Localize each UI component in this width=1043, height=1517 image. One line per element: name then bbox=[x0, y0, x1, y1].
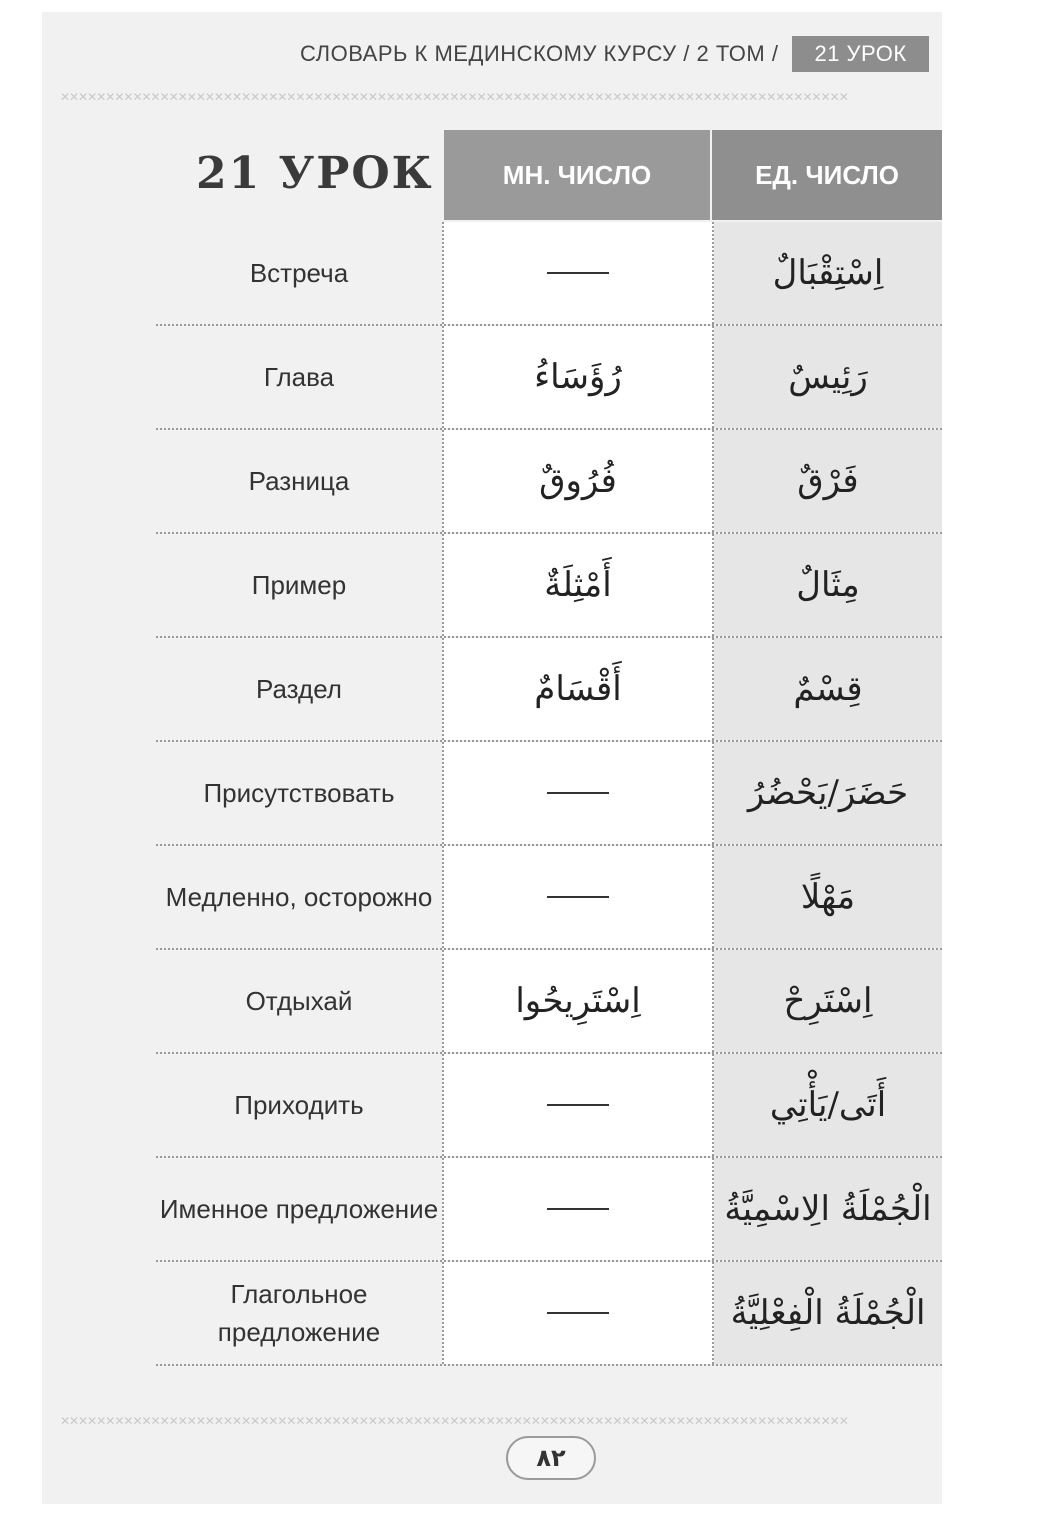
no-plural-dash bbox=[547, 1104, 609, 1106]
russian-translation: Медленно, осторожно bbox=[165, 882, 433, 912]
ornament-border-top: ✕✕✕✕✕✕✕✕✕✕✕✕✕✕✕✕✕✕✕✕✕✕✕✕✕✕✕✕✕✕✕✕✕✕✕✕✕✕✕✕✕✕✕✕✕✕✕✕✕✕✕✕✕✕✕✕✕✕✕✕✕✕✕✕✕✕✕✕✕✕✕✕✕✕✕✕✕✕✕✕✕✕✕✕✕✕✕ bbox=[60, 90, 848, 104]
singular-form: رَئِيسٌ bbox=[714, 326, 942, 428]
table-row bbox=[156, 534, 942, 638]
plural-form bbox=[442, 1158, 714, 1260]
singular-form: مَهْلًا bbox=[714, 846, 942, 948]
russian-translation: Пример bbox=[251, 570, 347, 600]
singular-form: حَضَرَ/يَحْضُرُ bbox=[714, 742, 942, 844]
ornament-border-bottom: ✕✕✕✕✕✕✕✕✕✕✕✕✕✕✕✕✕✕✕✕✕✕✕✕✕✕✕✕✕✕✕✕✕✕✕✕✕✕✕✕✕✕✕✕✕✕✕✕✕✕✕✕✕✕✕✕✕✕✕✕✕✕✕✕✕✕✕✕✕✕✕✕✕✕✕✕✕✕✕✕✕✕✕✕✕✕✕ bbox=[60, 1414, 848, 1428]
no-plural-dash bbox=[547, 1312, 609, 1314]
russian-translation: Разница bbox=[248, 466, 350, 496]
table-row bbox=[156, 222, 942, 326]
plural-form: رُؤَسَاءُ bbox=[442, 326, 714, 428]
plural-form bbox=[442, 742, 714, 844]
plural-form: أَقْسَامٌ bbox=[442, 638, 714, 740]
header-lesson-badge: 21 УРОК bbox=[792, 36, 928, 72]
no-plural-dash bbox=[547, 272, 609, 274]
page-number: ٨٢ bbox=[506, 1436, 596, 1480]
plural-form: فُرُوقٌ bbox=[442, 430, 714, 532]
singular-form: الْجُمْلَةُ الِاسْمِيَّةُ bbox=[714, 1158, 942, 1260]
vocabulary-table bbox=[156, 222, 942, 1366]
plural-form bbox=[442, 1262, 714, 1364]
plural-form bbox=[442, 1054, 714, 1156]
russian-translation: Отдыхай bbox=[245, 986, 353, 1016]
singular-form: فَرْقٌ bbox=[714, 430, 942, 532]
singular-form: قِسْمٌ bbox=[714, 638, 942, 740]
russian-translation: Раздел bbox=[256, 674, 342, 704]
no-plural-dash bbox=[547, 1208, 609, 1210]
plural-form: أَمْثِلَةٌ bbox=[442, 534, 714, 636]
table-row bbox=[156, 638, 942, 742]
table-row bbox=[156, 846, 942, 950]
russian-translation: Присутствовать bbox=[203, 778, 395, 808]
header-breadcrumb: СЛОВАРЬ К МЕДИНСКОМУ КУРСУ / 2 ТОМ / bbox=[300, 41, 779, 66]
column-header-plural: МН. ЧИСЛО bbox=[444, 130, 710, 220]
singular-form: أَتَى/يَأْتِي bbox=[714, 1054, 942, 1156]
lesson-title: 21 УРОК bbox=[196, 148, 434, 199]
plural-form bbox=[442, 846, 714, 948]
russian-translation: Именное предложение bbox=[159, 1194, 439, 1224]
russian-translation: Глагольное предложение bbox=[217, 1279, 381, 1347]
singular-form: اِسْتِقْبَالٌ bbox=[714, 222, 942, 324]
no-plural-dash bbox=[547, 792, 609, 794]
singular-form: مِثَالٌ bbox=[714, 534, 942, 636]
russian-translation: Глава bbox=[263, 362, 335, 392]
column-header-singular: ЕД. ЧИСЛО bbox=[712, 130, 942, 220]
russian-translation: Встреча bbox=[249, 258, 349, 288]
table-row bbox=[156, 742, 942, 846]
russian-translation: Приходить bbox=[234, 1090, 364, 1120]
table-row bbox=[156, 430, 942, 534]
plural-form: اِسْتَرِيحُوا bbox=[442, 950, 714, 1052]
no-plural-dash bbox=[547, 896, 609, 898]
running-header bbox=[300, 36, 929, 72]
singular-form: اِسْتَرِحْ bbox=[714, 950, 942, 1052]
plural-form bbox=[442, 222, 714, 324]
table-row bbox=[156, 1054, 942, 1158]
table-row bbox=[156, 950, 942, 1054]
singular-form: الْجُمْلَةُ الْفِعْلِيَّةُ bbox=[714, 1262, 942, 1364]
table-row bbox=[156, 1262, 942, 1366]
table-row bbox=[156, 326, 942, 430]
table-row bbox=[156, 1158, 942, 1262]
